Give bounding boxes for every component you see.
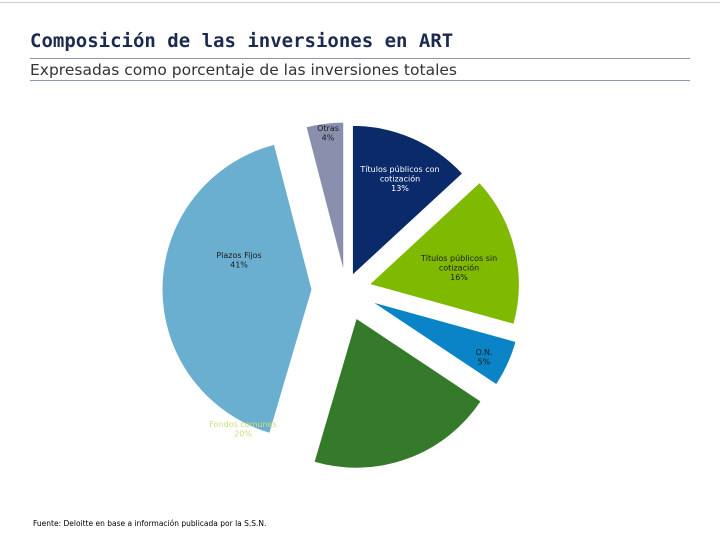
slice-percent-fondos-comunes: 20% [234, 429, 252, 439]
slice-name-otras: Otras [317, 124, 339, 133]
slice-percent-plazos-fijos: 41% [230, 260, 248, 270]
slice-label-on [475, 348, 492, 367]
chart-title: Composición de las inversiones en ART [30, 30, 454, 52]
slice-name-plazos-fijos: Plazos Fijos [216, 251, 262, 260]
slice-name-titulos-sin-cotizacion: cotización [438, 263, 480, 273]
pie-slice-otras [306, 122, 344, 272]
slice-name-titulos-sin-cotizacion: Títulos públicos sin [420, 254, 498, 263]
slice-percent-on: 5% [477, 357, 491, 367]
slice-percent-otras: 4% [321, 133, 335, 143]
slice-name-fondos-comunes: Fondos comunes [209, 420, 277, 429]
slice-percent-titulos-con-cotizacion: 13% [391, 184, 409, 193]
pie-slice-plazos-fijos [162, 144, 312, 433]
slice-name-on: O.N. [475, 348, 493, 357]
slice-name-titulos-con-cotizacion: Títulos públicos con [360, 165, 440, 174]
slice-name-titulos-con-cotizacion: cotización [379, 174, 421, 184]
source-note: Fuente: Deloitte en base a información publicada por la S.S.N. [33, 519, 267, 528]
slice-percent-titulos-sin-cotizacion: 16% [450, 273, 468, 282]
chart-subtitle: Expresadas como porcentaje de las inversiones totales [30, 61, 457, 79]
